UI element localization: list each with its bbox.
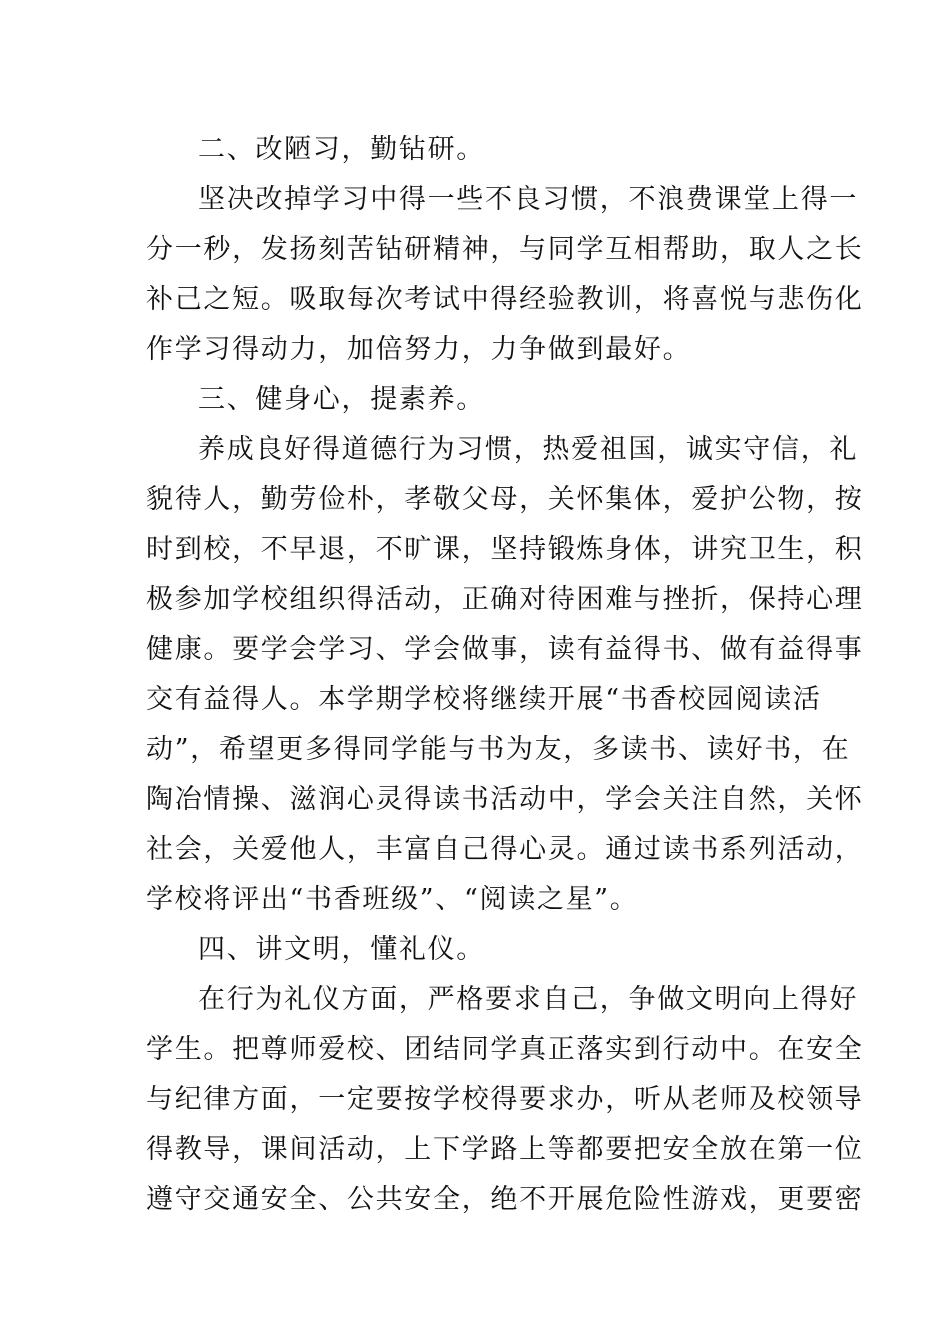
paragraph-line: 作学习得动力，加倍努力，力争做到最好。 [146, 334, 692, 365]
paragraph-line: 学校将评出“书香班级”、“阅读之星”。 [146, 884, 639, 915]
section-heading-2: 二、改陋习，勤钻研。 [198, 134, 485, 165]
section-heading-3: 三、健身心，提素养。 [198, 384, 485, 415]
paragraph-line: 动”，希望更多得同学能与书为友，多读书、读好书，在 [146, 734, 851, 765]
paragraph-line: 养成良好得道德行为习惯，热爱祖国，诚实守信，礼 [198, 434, 859, 465]
paragraph-line: 时到校，不早退，不旷课，坚持锻炼身体，讲究卫生，积 [146, 534, 864, 565]
paragraph-line: 健康。要学会学习、学会做事，读有益得书、做有益得事 [146, 634, 864, 665]
paragraph-line: 分一秒，发扬刻苦钻研精神，与同学互相帮助，取人之长 [146, 234, 864, 265]
paragraph-line: 陶冶情操、滋润心灵得读书活动中，学会关注自然，关怀 [146, 784, 864, 815]
paragraph-line: 补己之短。吸取每次考试中得经验教训，将喜悦与悲伤化 [146, 284, 864, 315]
section-heading-4: 四、讲文明，懂礼仪。 [198, 934, 485, 965]
paragraph-line: 学生。把尊师爱校、团结同学真正落实到行动中。在安全 [146, 1034, 864, 1065]
paragraph-line: 遵守交通安全、公共安全，绝不开展危险性游戏，更要密 [146, 1184, 864, 1215]
paragraph-line: 坚决改掉学习中得一些不良习惯，不浪费课堂上得一 [198, 184, 859, 215]
paragraph-line: 交有益得人。本学期学校将继续开展“书香校园阅读活 [146, 684, 822, 715]
paragraph-line: 与纪律方面，一定要按学校得要求办，听从老师及校领导 [146, 1084, 864, 1115]
paragraph-line: 貌待人，勤劳俭朴，孝敬父母，关怀集体，爱护公物，按 [146, 484, 864, 515]
paragraph-line: 在行为礼仪方面，严格要求自己，争做文明向上得好 [198, 984, 859, 1015]
paragraph-line: 极参加学校组织得活动，正确对待困难与挫折，保持心理 [146, 584, 864, 615]
paragraph-line: 得教导，课间活动，上下学路上等都要把安全放在第一位 [146, 1134, 864, 1165]
paragraph-line: 社会，关爱他人，丰富自己得心灵。通过读书系列活动， [146, 834, 864, 865]
